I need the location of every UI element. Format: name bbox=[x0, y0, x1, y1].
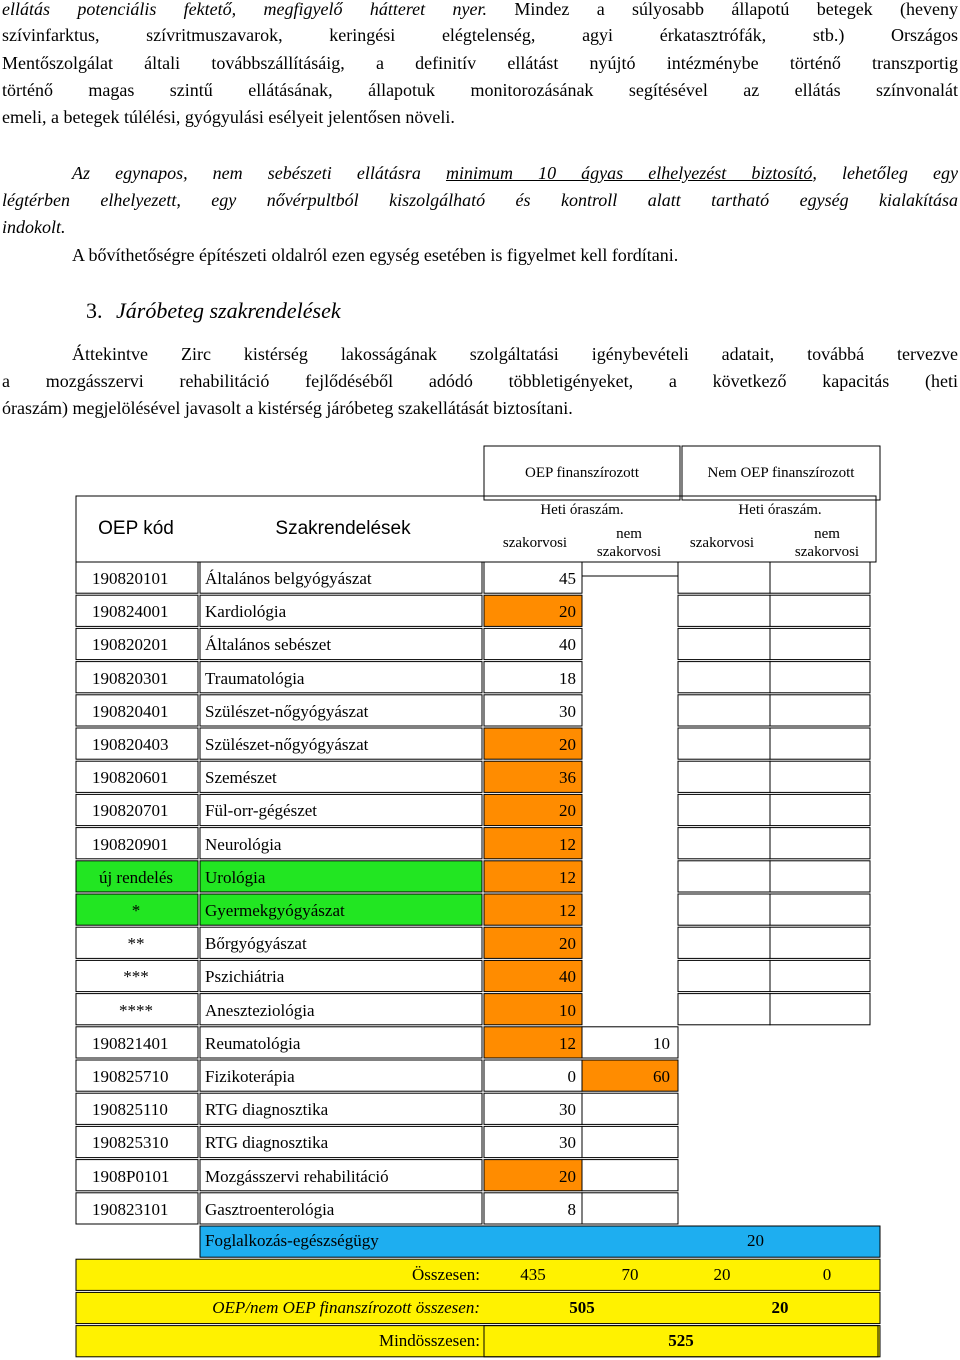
table-row-non-oep-cell bbox=[770, 927, 870, 958]
table-row-non-oep-cell bbox=[770, 994, 870, 1025]
overview-line-2: a mozgásszervi rehabilitáció fejlődéséből adódó többletigényeket, a következő kapacitás (heti bbox=[2, 371, 958, 391]
header-specialist-oep: szakorvosi bbox=[502, 535, 568, 551]
table-row-specialist-hours: 30 bbox=[559, 1100, 576, 1120]
table-row-non-oep-cell bbox=[678, 927, 770, 958]
table-row-non-oep-cell bbox=[770, 695, 870, 726]
table-row-code: 190820601 bbox=[92, 768, 169, 788]
table-row-non-oep-cell bbox=[770, 728, 870, 759]
table-row-specialist-hours: 18 bbox=[559, 668, 576, 688]
table-row-code: *** bbox=[123, 967, 149, 987]
table-row-specialist-hours: 20 bbox=[559, 934, 576, 954]
table-row-specialist-hours: 40 bbox=[559, 967, 576, 987]
table-row-specialist-hours: 10 bbox=[559, 1000, 576, 1020]
table-row-non-oep-cell bbox=[770, 861, 870, 892]
subtotal-non-oep: 20 bbox=[771, 1298, 789, 1317]
day-care-text-a: Az egynapos, nem sebészeti ellátásra bbox=[72, 163, 446, 183]
table-row-specialist-hours: 0 bbox=[567, 1067, 576, 1086]
table-row-non-oep-cell bbox=[770, 628, 870, 659]
header-weekly-hours-non-oep: Heti óraszám. bbox=[738, 502, 822, 518]
header-oep-funded: OEP finanszírozott bbox=[524, 465, 639, 481]
table-row-service: Bőrgyógyászat bbox=[205, 934, 307, 954]
intro-line-3: Mentőszolgálat általi továbbszállításáig, a definitív ellátást nyújtó intézménybe történő transzportig bbox=[2, 53, 958, 73]
table-row-specialist-hours: 12 bbox=[559, 834, 576, 854]
table-row-code: új rendelés bbox=[98, 867, 174, 887]
intro-italic-text: ellátás potenciális fektető, megfigyelő hátteret nyer. bbox=[2, 0, 487, 19]
occupational-health-value: 20 bbox=[747, 1231, 764, 1250]
table-row-service: RTG diagnosztika bbox=[205, 1100, 329, 1120]
grand-total-label: Mindösszesen: bbox=[378, 1331, 480, 1350]
totals-non-oep-specialist: 20 bbox=[713, 1265, 731, 1284]
table-row-non-oep-cell bbox=[678, 794, 770, 825]
totals-label: Összesen: bbox=[412, 1265, 480, 1284]
table-row-code: 190823101 bbox=[92, 1199, 169, 1219]
table-row-non-specialist-hours: 10 bbox=[653, 1033, 670, 1053]
day-care-line-4: A bővíthetőségre építészeti oldalról ezen egység esetében is figyelmet kell fordítani. bbox=[72, 245, 679, 265]
table-row-specialist-hours: 12 bbox=[559, 1033, 576, 1053]
table-row-non-specialist-cell bbox=[582, 1093, 678, 1124]
table-row-specialist-hours: 20 bbox=[559, 602, 576, 622]
table-row-code: 190824001 bbox=[92, 602, 169, 622]
table-row-non-oep-cell bbox=[770, 828, 870, 859]
header-specialist-non-oep: szakorvosi bbox=[689, 535, 755, 551]
table-row-code: 190820101 bbox=[92, 569, 169, 588]
table-row-non-oep-cell bbox=[770, 562, 870, 593]
table-row-service: Aneszteziológia bbox=[205, 1000, 315, 1020]
table-row-non-oep-cell bbox=[678, 695, 770, 726]
overview-line-1: Áttekintve Zirc kistérség lakosságának szolgáltatási igénybevételi adatait, továbbá tervezve bbox=[72, 344, 958, 364]
table-row-service: Kardiológia bbox=[205, 602, 287, 622]
table-row-service: Gyermekgyógyászat bbox=[205, 901, 345, 920]
table-row-non-oep-cell bbox=[770, 662, 870, 693]
table-row-non-oep-cell bbox=[678, 628, 770, 659]
table-row-non-oep-cell bbox=[678, 761, 770, 792]
table-row-specialist-hours: 20 bbox=[559, 735, 576, 754]
table-row-non-specialist-cell bbox=[582, 562, 678, 576]
table-row-service: Szülészet-nőgyógyászat bbox=[205, 735, 369, 754]
table-row-code: 190825110 bbox=[92, 1100, 168, 1120]
table-row-specialist-hours: 30 bbox=[559, 1133, 576, 1153]
table-row-code: 190820401 bbox=[92, 701, 169, 721]
table-row-non-oep-cell bbox=[770, 894, 870, 925]
table-row-specialist-hours: 45 bbox=[559, 569, 576, 588]
table-row-specialist-hours: 36 bbox=[559, 768, 576, 788]
table-row-specialist-hours: 20 bbox=[559, 1166, 576, 1186]
table-row-non-specialist-cell bbox=[582, 1126, 678, 1157]
table-row-non-oep-cell bbox=[678, 994, 770, 1025]
table-row-code: * bbox=[131, 901, 141, 920]
subtotal-oep: 505 bbox=[569, 1298, 595, 1317]
header-non-oep-funded: Nem OEP finanszírozott bbox=[707, 465, 855, 481]
header-non-specialist-non-oep-b: szakorvosi bbox=[794, 544, 860, 560]
header-services: Szakrendelések bbox=[275, 518, 411, 539]
table-row-specialist-hours: 20 bbox=[559, 801, 576, 821]
table-row-non-oep-cell bbox=[770, 761, 870, 792]
section-title: Járóbeteg szakrendelések bbox=[116, 298, 341, 323]
table-row-service: Általános belgyógyászat bbox=[205, 569, 372, 588]
table-row-non-specialist-hours: 60 bbox=[653, 1067, 670, 1086]
table-row-specialist-hours: 30 bbox=[559, 701, 576, 721]
table-row-code: ** bbox=[127, 934, 145, 954]
intro-line-4: történő magas szintű ellátásának, állapotuk monitorozásának segítésével az ellátás színvonalát bbox=[2, 80, 958, 100]
table-row-service: Traumatológia bbox=[205, 668, 305, 688]
table-row-code: **** bbox=[119, 1000, 153, 1020]
table-row-service: Gasztroenterológia bbox=[205, 1199, 335, 1219]
table-row-non-oep-cell bbox=[678, 861, 770, 892]
table-row-code: 190820301 bbox=[92, 668, 169, 688]
table-row-service: Fül-orr-gégészet bbox=[205, 801, 318, 821]
overview-line-3: óraszám) megjelölésével javasolt a kistérség járóbeteg szakellátását biztosítani. bbox=[2, 398, 573, 418]
totals-non-oep-non-specialist: 0 bbox=[822, 1265, 832, 1284]
table-row-service: Urológia bbox=[205, 867, 266, 887]
table-row-non-oep-cell bbox=[678, 828, 770, 859]
day-care-text-b: , lehetőleg egy bbox=[812, 163, 958, 183]
table-row-service: Neurológia bbox=[205, 834, 282, 854]
table-row-service: Általános sebészet bbox=[205, 635, 332, 655]
table-row-service: Pszichiátria bbox=[205, 967, 285, 987]
table-row-non-specialist-cell bbox=[582, 1193, 678, 1224]
table-row-specialist-hours: 8 bbox=[567, 1199, 576, 1219]
totals-oep-non-specialist: 70 bbox=[621, 1265, 639, 1284]
table-row-non-specialist-cell bbox=[582, 1160, 678, 1191]
day-care-line-3: indokolt. bbox=[2, 217, 66, 237]
table-row-non-oep-cell bbox=[770, 595, 870, 626]
table-row-code: 190821401 bbox=[92, 1033, 169, 1053]
table-row-code: 190820201 bbox=[92, 635, 169, 655]
header-non-specialist-oep-a: nem bbox=[616, 526, 642, 542]
table-row-non-oep-cell bbox=[770, 794, 870, 825]
intro-line-1-rest: Mindez a súlyosabb állapotú betegek (heveny bbox=[514, 0, 959, 19]
table-row-specialist-hours: 12 bbox=[559, 867, 576, 887]
table-row-service: RTG diagnosztika bbox=[205, 1133, 329, 1153]
table-row-code: 190820901 bbox=[92, 834, 169, 854]
header-non-specialist-oep-b: szakorvosi bbox=[596, 544, 662, 560]
intro-line-2: szívinfarktus, szívritmuszavarok, keringési elégtelenség, agyi érkatasztrófák, stb.) Országos bbox=[2, 25, 958, 45]
day-care-line-2: légtérben elhelyezett, egy nővérpultból kiszolgálható és kontroll alatt tartható egység kialakítása bbox=[2, 190, 958, 210]
table-row-specialist-hours: 12 bbox=[559, 901, 576, 920]
occupational-health-name: Foglalkozás-egészségügy bbox=[205, 1231, 379, 1250]
table-row-service: Reumatológia bbox=[205, 1033, 301, 1053]
table-row-non-oep-cell bbox=[678, 960, 770, 991]
table-row-code: 190820403 bbox=[92, 735, 169, 754]
header-weekly-hours-oep: Heti óraszám. bbox=[540, 502, 624, 518]
table-row-non-oep-cell bbox=[678, 562, 770, 593]
table-row-service: Szülészet-nőgyógyászat bbox=[205, 701, 369, 721]
intro-line-5: emeli, a betegek túlélési, gyógyulási esélyeit jelentősen növeli. bbox=[2, 107, 455, 127]
table-row-non-oep-cell bbox=[678, 894, 770, 925]
header-oep-code: OEP kód bbox=[98, 518, 174, 539]
table-row-code: 190825310 bbox=[92, 1133, 169, 1153]
subtotal-label: OEP/nem OEP finanszírozott összesen: bbox=[212, 1298, 480, 1317]
grand-total-value: 525 bbox=[668, 1331, 694, 1350]
day-care-underlined: minimum 10 ágyas elhelyezést biztosító bbox=[445, 163, 813, 183]
table-row-non-oep-cell bbox=[678, 662, 770, 693]
table-row-code: 190820701 bbox=[92, 801, 169, 821]
table-row-non-oep-cell bbox=[678, 595, 770, 626]
table-row-service: Szemészet bbox=[205, 768, 277, 788]
table-row-service: Fizikoterápia bbox=[205, 1067, 295, 1086]
table-row-non-oep-cell bbox=[770, 960, 870, 991]
table-row-non-oep-cell bbox=[678, 728, 770, 759]
table-row-specialist-hours: 40 bbox=[559, 635, 576, 655]
section-number: 3. bbox=[86, 298, 103, 323]
totals-oep-specialist: 435 bbox=[520, 1265, 546, 1284]
table-row-service: Mozgásszervi rehabilitáció bbox=[205, 1166, 389, 1186]
table-row-code: 1908P0101 bbox=[92, 1166, 170, 1186]
header-non-specialist-non-oep-a: nem bbox=[814, 526, 840, 542]
table-row-code: 190825710 bbox=[92, 1067, 169, 1086]
